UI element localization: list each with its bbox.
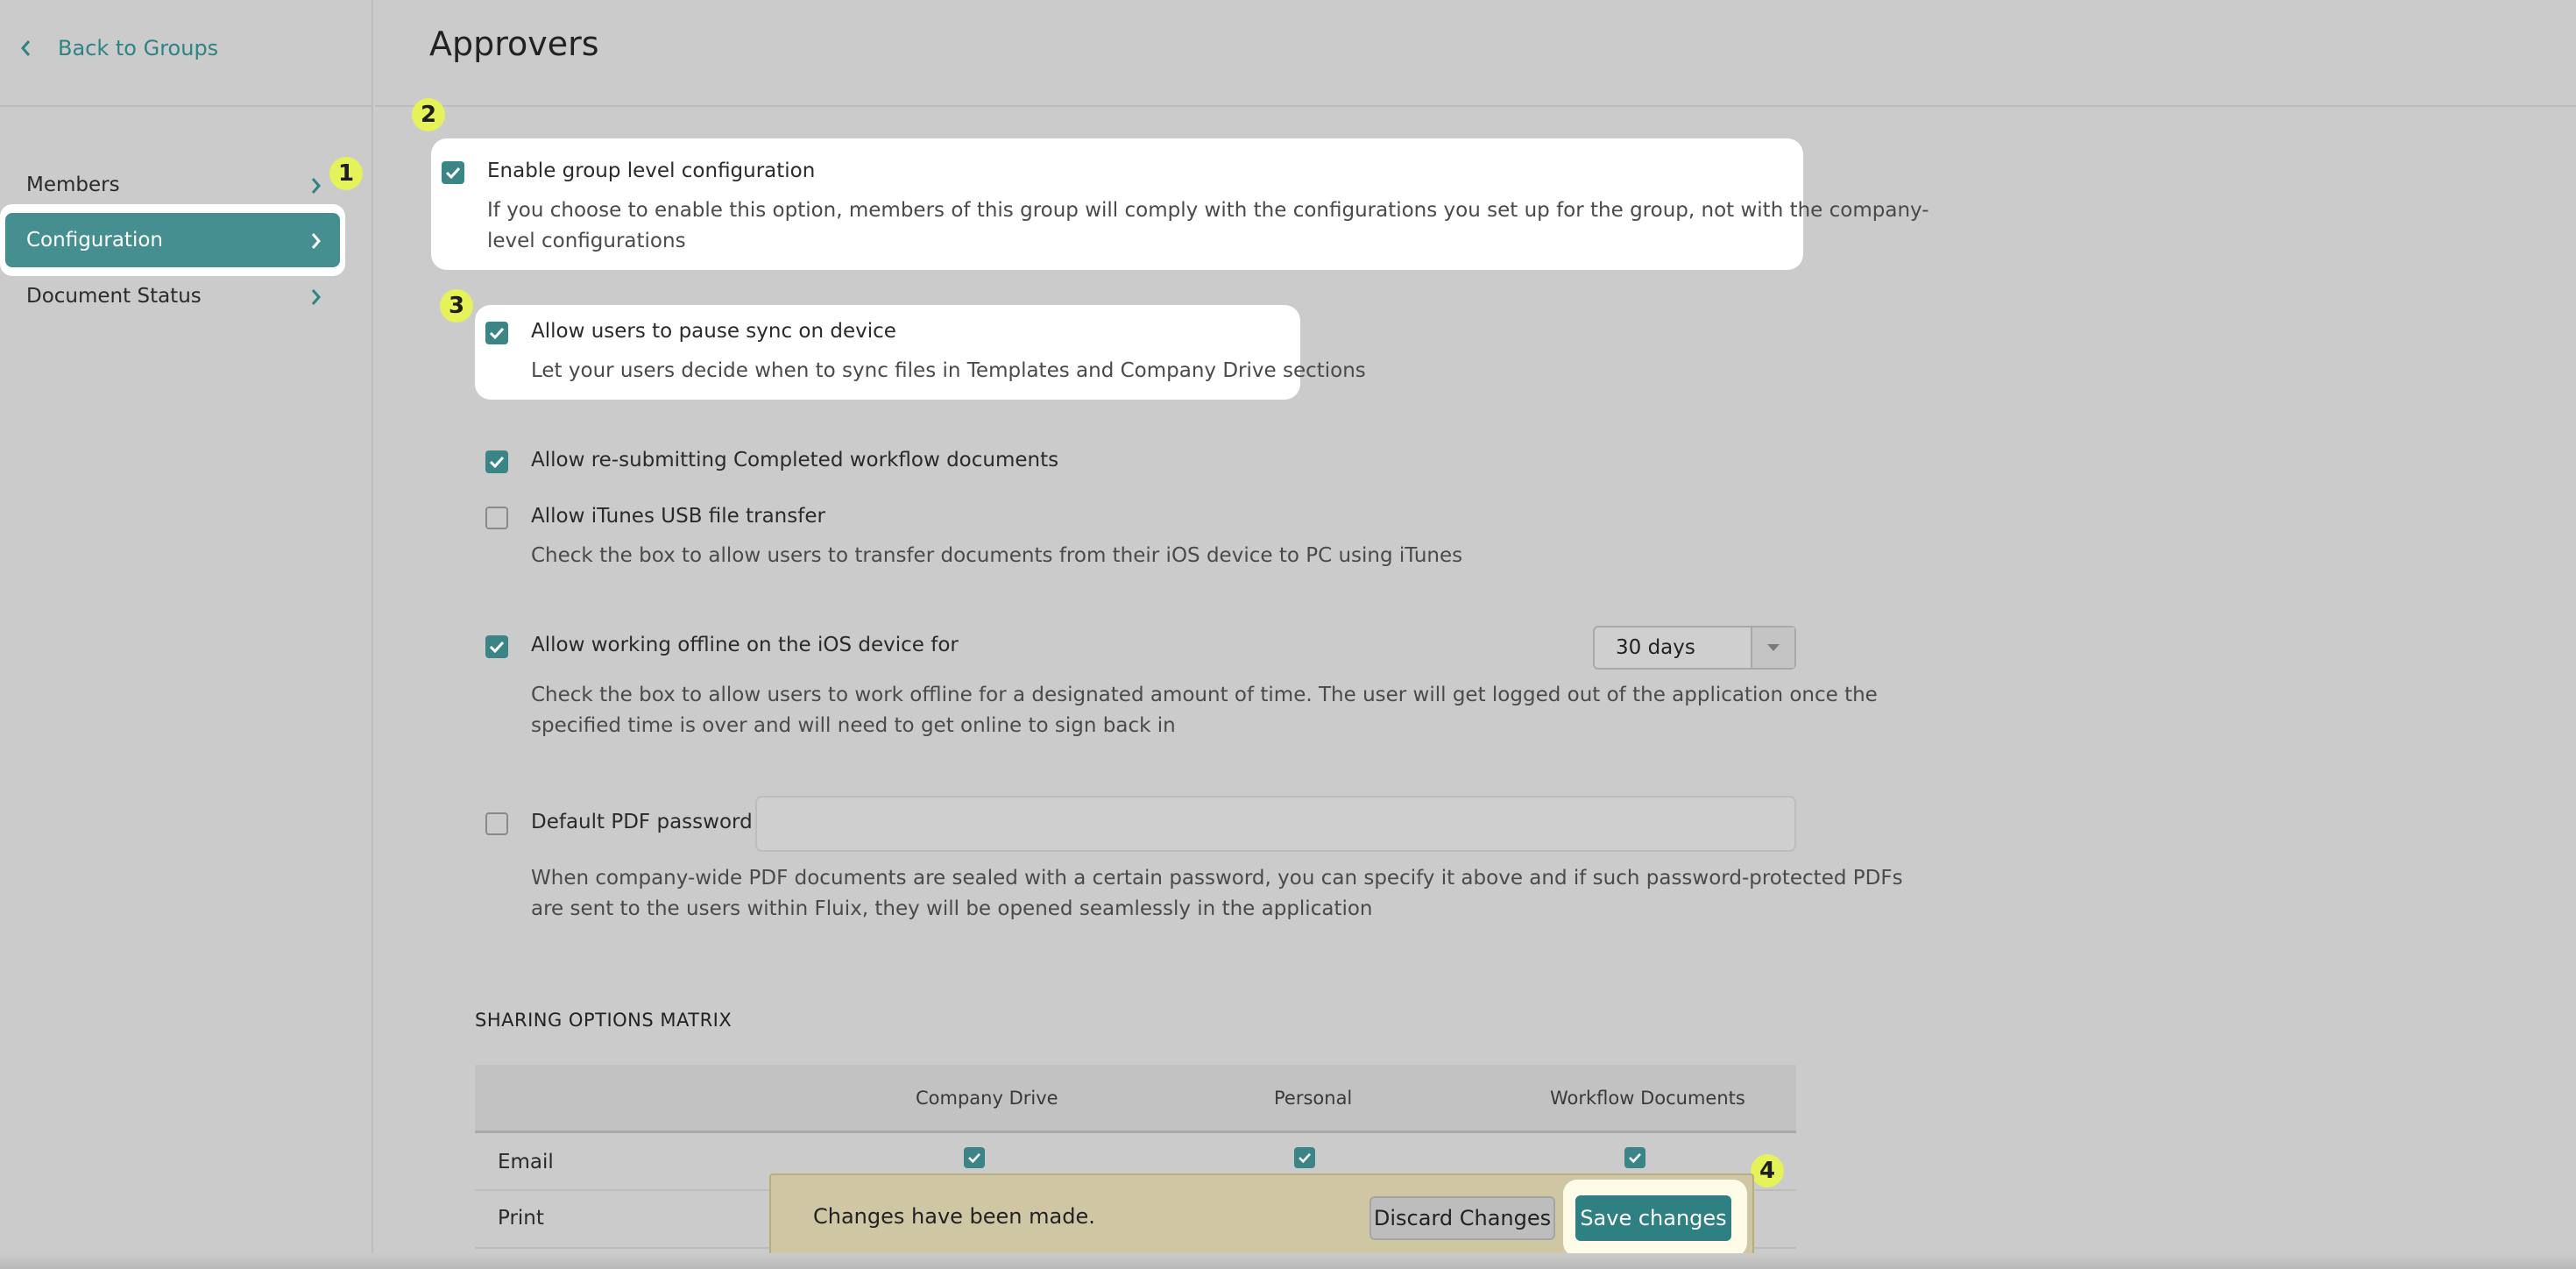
header-divider bbox=[375, 105, 2576, 107]
back-link-label: Back to Groups bbox=[58, 36, 219, 60]
matrix-checkbox[interactable] bbox=[1294, 1147, 1315, 1168]
offline-duration-select[interactable] bbox=[1593, 626, 1796, 670]
pdf-password-checkbox[interactable] bbox=[485, 812, 508, 835]
check-icon bbox=[1628, 1152, 1642, 1163]
step-badge: 3 bbox=[440, 289, 473, 323]
itunes-label: Allow iTunes USB file transfer bbox=[531, 505, 825, 528]
step-badge: 4 bbox=[1751, 1154, 1784, 1187]
offline-label: Allow working offline on the iOS device for bbox=[531, 634, 959, 656]
select-value: 30 days bbox=[1616, 636, 1695, 659]
dropdown-arrow[interactable] bbox=[1751, 627, 1794, 668]
check-icon bbox=[489, 641, 505, 653]
pdf-password-desc: are sent to the users within Fluix, they will be opened seamlessly in the application bbox=[531, 897, 1373, 920]
pdf-password-label: Default PDF password bbox=[531, 811, 753, 833]
matrix-checkbox[interactable] bbox=[964, 1147, 985, 1168]
pause-sync-checkbox[interactable] bbox=[485, 322, 508, 344]
sidebar-item-label: Configuration bbox=[26, 229, 163, 252]
sidebar-item-label: Members bbox=[26, 174, 120, 196]
save-changes-button[interactable]: Save changes bbox=[1575, 1195, 1731, 1241]
offline-desc: Check the box to allow users to work offline for a designated amount of time. The user will get logged out of the application once the bbox=[531, 684, 1878, 706]
matrix-column-header: Personal bbox=[1274, 1088, 1353, 1109]
caret-down-icon bbox=[1766, 643, 1780, 652]
back-to-groups-link[interactable] bbox=[19, 33, 218, 63]
chevron-right-icon bbox=[310, 176, 322, 195]
group-config-desc: If you choose to enable this option, members of this group will comply with the configurations you set up for the group, not with the company- bbox=[487, 199, 1929, 222]
step-badge: 1 bbox=[329, 157, 363, 190]
bottom-shadow bbox=[0, 1253, 2576, 1269]
chevron-left-icon bbox=[19, 39, 32, 58]
pause-sync-desc: Let your users decide when to sync files in Templates and Company Drive sections bbox=[531, 359, 1366, 382]
sidebar-item-configuration[interactable] bbox=[5, 213, 340, 267]
page-title: Approvers bbox=[429, 25, 599, 63]
offline-checkbox[interactable] bbox=[485, 635, 508, 658]
pdf-password-input[interactable] bbox=[755, 796, 1796, 852]
matrix-column-header: Workflow Documents bbox=[1550, 1088, 1745, 1109]
chevron-right-icon bbox=[310, 287, 322, 307]
itunes-desc: Check the box to allow users to transfer documents from their iOS device to PC using iTunes bbox=[531, 544, 1463, 567]
matrix-row-label: Email bbox=[498, 1151, 554, 1173]
group-config-checkbox[interactable] bbox=[442, 161, 464, 184]
resubmit-checkbox[interactable] bbox=[485, 450, 508, 473]
check-icon bbox=[489, 327, 505, 339]
matrix-title: SHARING OPTIONS MATRIX bbox=[475, 1010, 732, 1031]
matrix-checkbox[interactable] bbox=[1624, 1147, 1645, 1168]
toast-message: Changes have been made. bbox=[813, 1204, 1095, 1229]
matrix-column-header: Company Drive bbox=[916, 1088, 1058, 1109]
sidebar-divider bbox=[0, 105, 373, 107]
sidebar-item-document-status[interactable] bbox=[5, 269, 340, 323]
step-badge: 2 bbox=[412, 98, 445, 131]
check-icon bbox=[967, 1152, 981, 1163]
group-config-desc: level configurations bbox=[487, 230, 686, 252]
pause-sync-label: Allow users to pause sync on device bbox=[531, 320, 896, 343]
check-icon bbox=[445, 167, 461, 179]
itunes-checkbox[interactable] bbox=[485, 507, 508, 529]
check-icon bbox=[1298, 1152, 1312, 1163]
check-icon bbox=[489, 456, 505, 468]
sidebar-item-label: Document Status bbox=[26, 285, 202, 308]
offline-desc: specified time is over and will need to get online to sign back in bbox=[531, 714, 1176, 737]
matrix-row-label: Print bbox=[498, 1207, 544, 1230]
chevron-right-icon bbox=[310, 231, 322, 251]
discard-changes-button[interactable]: Discard Changes bbox=[1369, 1196, 1555, 1240]
pdf-password-desc: When company-wide PDF documents are sealed with a certain password, you can specify it above and if such password-protected PDFs bbox=[531, 867, 1903, 890]
group-config-label: Enable group level configuration bbox=[487, 160, 816, 182]
resubmit-label: Allow re-submitting Completed workflow documents bbox=[531, 449, 1059, 471]
